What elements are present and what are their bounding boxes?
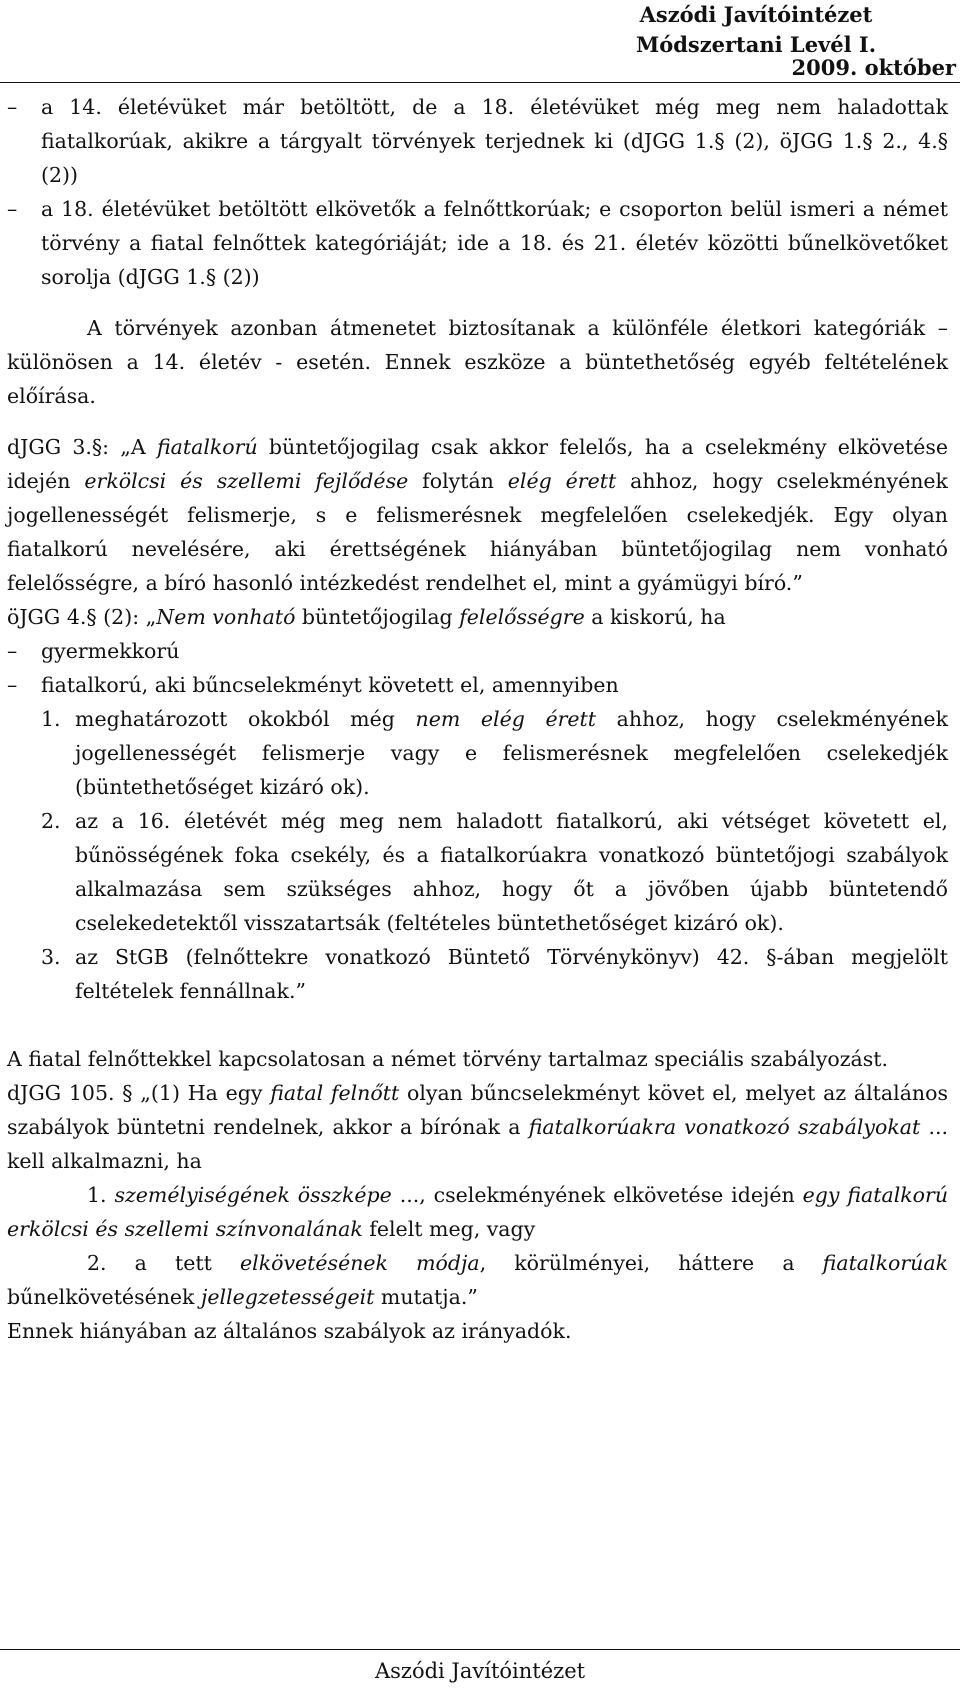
header-institution: Aszódi Javítóintézet [639,2,873,27]
document-body [7,90,948,1348]
paragraph-djgg3: dJGG 3.§: „A fiatalkorú büntetőjogilag csak akkor felelős, ha a cselekmény elkövetése idején erkölcsi és szellemi fejlődése folytán elég érett ahhoz, hogy cselekményének jogellenességét felismerje, s e felismerésnek megfelelően cselekedjék. Egy olyan fiatalkorú nevelésére, aki érettségének hiányában büntetőjogilag nem vonható felelősségre, a bíró hasonló intézkedést rendelhet el, mint a gyámügyi bíró.” [7,435,948,595]
header-publication: Módszertani Levél I. [635,32,877,57]
header-divider [0,82,960,83]
page-footer: Aszódi Javítóintézet [374,1659,586,1683]
list-item-fiatalkoru: – fiatalkorú, aki bűncselekményt követett el, amennyiben [7,668,948,702]
header-date: 2009. október [791,55,956,80]
list-item-age-14-18: – a 14. életévüket már betöltött, de a 18. életévüket még meg nem haladottak fiatalkorúak, akikre a tárgyalt törvények terjednek ki (dJGG 1.§ (2), öJGG 1.§ 2., 4.§ (2)) [7,90,948,192]
djgg105-item-2: 2. a tett elkövetésének módja, körülményei, háttere a fiatalkorúak bűnelkövetésének jellegzetességeit mutatja.” [7,1251,948,1309]
numbered-item-3: 3. az StGB (felnőttekre vonatkozó Büntető Törvénykönyv) 42. §-ában megjelölt feltételek fennállnak.” [41,945,948,1003]
page-header [556,0,956,60]
numbered-item-1: 1. meghatározott okokból még nem elég érett ahhoz, hogy cselekményének jogellenességét felismerje vagy e felismerésnek megfelelően cselekedjék (büntethetőséget kizáró ok). [41,707,948,799]
paragraph-special-rules: A fiatal felnőttekkel kapcsolatosan a német törvény tartalmaz speciális szabályozást. [7,1047,889,1071]
numbered-item-2: 2. az a 16. életévét még meg nem haladott fiatalkorú, aki vétséget követett el, bűnösségének foka csekély, és a fiatalkorúakra vonatkozó büntetőjogi szabályok alkalmazása sem szükséges ahhoz, hogy őt a jövőben újabb büntetendő cselekedetektől visszatartsák (feltételes büntethetőséget kizáró ok). [41,809,948,935]
paragraph-closing: Ennek hiányában az általános szabályok az irányadók. [7,1319,572,1343]
list-item-gyermekkoru: – gyermekkorú [7,634,948,668]
paragraph-djgg105: dJGG 105. § „(1) Ha egy fiatal felnőtt olyan bűncselekményt követ el, melyet az általános szabályok büntetni rendelnek, akkor a bírónak a fiatalkorúakra vonatkozó szabályokat ... kell alkalmazni, ha [7,1081,948,1173]
list-item-age-18-plus: – a 18. életévüket betöltött elkövetők a felnőttkorúak; e csoporton belül ismeri a német törvény a fiatal felnőttek kategóriáját; ide a 18. és 21. életév közötti bűnelkövetőket sorolja (dJGG 1.§ (2)) [7,192,948,294]
paragraph-ojgg4: öJGG 4.§ (2): „Nem vonható büntetőjogilag felelősségre a kiskorú, ha [7,605,726,629]
djgg105-item-1: 1. személyiségének összképe ..., cselekményének elkövetése idején egy fiatalkorú erkölcsi és szellemi színvonalának felelt meg, vagy [7,1183,949,1241]
paragraph-transition: A törvények azonban átmenetet biztosítanak a különféle életkori kategóriák – különösen a 14. életév - esetén. Ennek eszköze a büntethetőség egyéb feltételének előírása. [7,316,948,408]
footer-divider [0,1649,960,1650]
